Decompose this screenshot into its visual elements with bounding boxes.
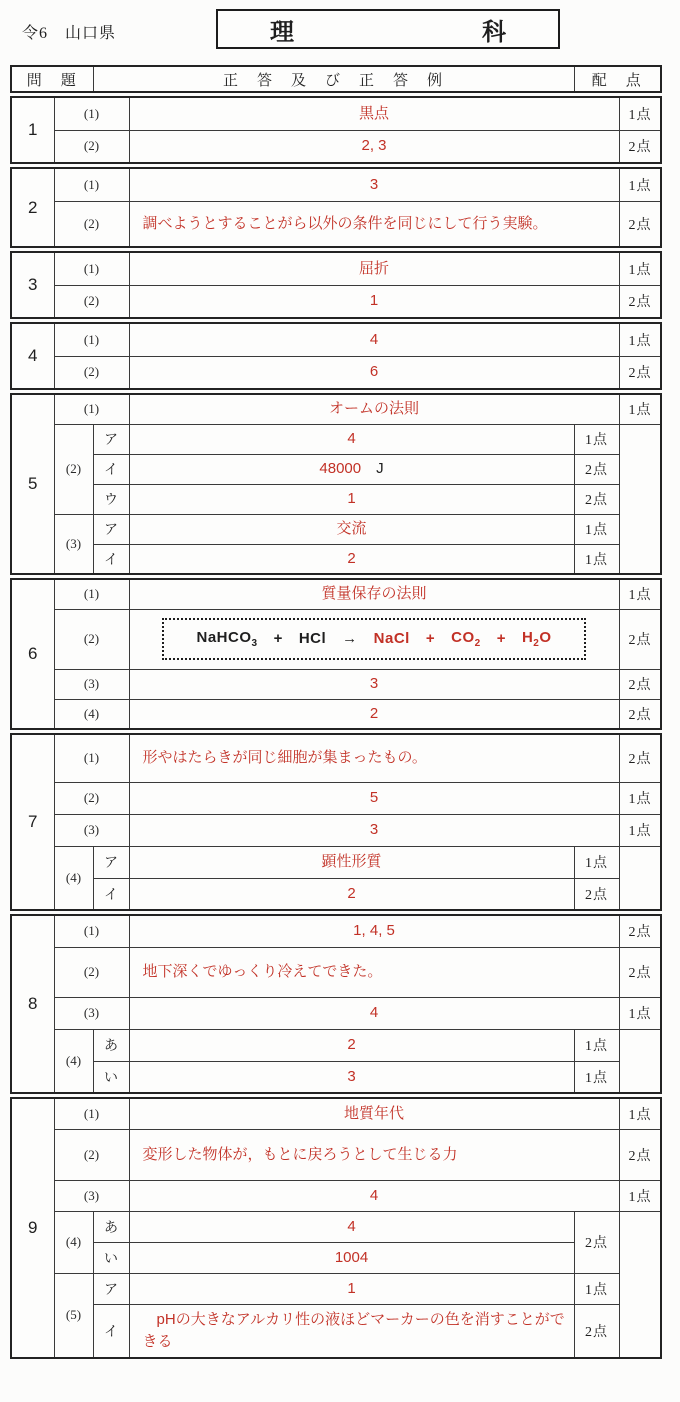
answer-cell: 交流	[129, 514, 574, 544]
table-row	[11, 323, 661, 356]
sub-question-cell: (1)	[54, 168, 129, 201]
column-header-question: 問 題	[11, 66, 93, 92]
table-row	[11, 1129, 661, 1180]
sections-host	[10, 96, 664, 1359]
table-row	[11, 846, 661, 878]
points-cell: 2点	[619, 130, 661, 163]
answer-cell: 2	[129, 544, 574, 574]
points-cell: 2点	[619, 734, 661, 782]
table-row	[11, 544, 661, 574]
sub-question-cell: (2)	[54, 285, 129, 318]
sub-question-cell: (2)	[54, 201, 129, 247]
points-cell: 1点	[619, 323, 661, 356]
equation-term-text: +	[496, 630, 506, 648]
points-cell: 1点	[619, 579, 661, 609]
points-cell: 2点	[619, 201, 661, 247]
equation-term	[497, 628, 506, 650]
equation-subscript: 3	[251, 637, 258, 649]
points-cell: 1点	[619, 97, 661, 130]
table-row	[11, 394, 661, 424]
sub-question-cell: (1)	[54, 734, 129, 782]
answer-section	[10, 578, 662, 730]
column-header-answer: 正 答 及 び 正 答 例	[93, 66, 574, 92]
question-number-cell: 2	[11, 168, 54, 247]
answer-cell: 2	[129, 1029, 574, 1061]
points-cell: 2点	[574, 1304, 619, 1358]
equation-term	[522, 627, 552, 652]
points-cell: 1点	[574, 1029, 619, 1061]
answer-cell: 2	[129, 699, 619, 729]
table-row	[11, 1061, 661, 1093]
sub-item-label-cell: ウ	[93, 484, 129, 514]
answer-section	[10, 167, 662, 248]
table-row	[11, 1098, 661, 1129]
sub-question-cell: (3)	[54, 814, 129, 846]
points-cell: 1点	[574, 544, 619, 574]
question-number-cell: 6	[11, 579, 54, 729]
table-row	[11, 1211, 661, 1242]
sub-item-label-cell: あ	[93, 1211, 129, 1242]
sub-item-label-cell: イ	[93, 454, 129, 484]
equation-subscript: 2	[474, 637, 481, 649]
subject-title-char: 科	[482, 18, 506, 46]
answer-cell: 形やはたらきが同じ細胞が集まったもの。	[129, 734, 619, 782]
answer-cell: 調べようとすることがら以外の条件を同じにして行う実験。	[129, 201, 619, 247]
sub-item-label-cell: い	[93, 1242, 129, 1273]
answer-key-table	[10, 65, 664, 1362]
points-cell: 1点	[574, 846, 619, 878]
points-cell: 2点	[619, 669, 661, 699]
table-row	[11, 514, 661, 544]
sub-question-cell: (2)	[54, 1129, 129, 1180]
sub-item-label-cell: ア	[93, 514, 129, 544]
answer-section	[10, 393, 662, 575]
answer-section	[10, 733, 662, 911]
table-row	[11, 1180, 661, 1211]
table-row	[11, 285, 661, 318]
sub-item-label-cell: あ	[93, 1029, 129, 1061]
sub-item-label-cell: ア	[93, 1273, 129, 1304]
sub-question-cell: (4)	[54, 699, 129, 729]
chemical-equation-box	[162, 618, 586, 660]
sub-question-cell: (1)	[54, 1098, 129, 1129]
table-row	[11, 915, 661, 947]
answer-cell: 顕性形質	[129, 846, 574, 878]
sub-question-cell: (2)	[54, 947, 129, 997]
sub-question-cell: (1)	[54, 323, 129, 356]
sub-item-label-cell: ア	[93, 846, 129, 878]
equation-term-text: →	[342, 630, 358, 648]
table-row	[11, 130, 661, 163]
answer-cell: 変形した物体が，もとに戻ろうとして生じる力	[129, 1129, 619, 1180]
equation-term	[426, 628, 435, 650]
question-number-cell: 9	[11, 1098, 54, 1358]
equation-term-text: +	[273, 630, 283, 648]
answer-cell: 5	[129, 782, 619, 814]
answer-cell	[129, 609, 619, 669]
table-row	[11, 814, 661, 846]
answer-cell: 4	[129, 1211, 574, 1242]
answer-cell: pHの大きなアルカリ性の液ほどマーカーの色を消すことができる	[129, 1304, 574, 1358]
table-row	[11, 484, 661, 514]
equation-term	[299, 628, 326, 650]
sub-question-cell: (1)	[54, 394, 129, 424]
points-cell: 2点	[619, 915, 661, 947]
points-cell: 2点	[619, 1129, 661, 1180]
table-row	[11, 699, 661, 729]
question-number-cell: 1	[11, 97, 54, 163]
table-row	[11, 252, 661, 285]
answers-table-header	[10, 65, 662, 93]
table-row	[11, 734, 661, 782]
answer-cell: 1, 4, 5	[129, 915, 619, 947]
answer-part: J	[376, 460, 384, 478]
sub-item-label-cell: イ	[93, 1304, 129, 1358]
answer-cell: 地質年代	[129, 1098, 619, 1129]
subject-title-char: 理	[270, 18, 294, 46]
equation-term	[196, 627, 257, 652]
points-cell: 1点	[619, 997, 661, 1029]
answer-cell: 2, 3	[129, 130, 619, 163]
answer-cell: 1004	[129, 1242, 574, 1273]
points-cell: 2点	[619, 285, 661, 318]
equation-term-text: CO	[451, 628, 475, 646]
sub-question-cell: (3)	[54, 514, 93, 574]
answer-cell: 2	[129, 878, 574, 910]
sub-question-cell: (1)	[54, 252, 129, 285]
table-row	[11, 1304, 661, 1358]
sub-question-cell: (2)	[54, 424, 93, 514]
table-row	[11, 424, 661, 454]
table-row	[11, 97, 661, 130]
table-row	[11, 1242, 661, 1273]
points-cell: 1点	[619, 782, 661, 814]
points-cell: 1点	[619, 394, 661, 424]
sub-question-cell: (1)	[54, 915, 129, 947]
answer-cell: 質量保存の法則	[129, 579, 619, 609]
answer-cell: 屈折	[129, 252, 619, 285]
points-cell: 2点	[619, 947, 661, 997]
answer-cell: 3	[129, 1061, 574, 1093]
points-cell: 1点	[574, 424, 619, 454]
sub-question-cell: (1)	[54, 579, 129, 609]
equation-term-text: NaHCO	[196, 628, 252, 646]
answer-cell: 6	[129, 356, 619, 389]
table-row	[11, 782, 661, 814]
answer-section	[10, 322, 662, 390]
equation-term-text: H	[521, 628, 534, 646]
points-cell: 2点	[574, 484, 619, 514]
sub-question-cell: (2)	[54, 356, 129, 389]
sub-item-label-cell: ア	[93, 424, 129, 454]
answer-section	[10, 251, 662, 319]
sub-question-cell: (1)	[54, 97, 129, 130]
answer-cell: 黒点	[129, 97, 619, 130]
sub-question-cell: (4)	[54, 1029, 93, 1093]
equation-term	[274, 628, 283, 650]
points-cell: 2点	[619, 699, 661, 729]
answer-section	[10, 1097, 662, 1359]
table-row	[11, 1273, 661, 1304]
table-row	[11, 168, 661, 201]
points-cell: 2点	[574, 454, 619, 484]
points-cell: 1点	[619, 252, 661, 285]
answer-cell: 3	[129, 669, 619, 699]
answer-cell: 1	[129, 484, 574, 514]
table-row	[11, 878, 661, 910]
question-number-cell: 3	[11, 252, 54, 318]
answer-cell: 地下深くでゆっくり冷えてできた。	[129, 947, 619, 997]
points-cell: 1点	[619, 814, 661, 846]
sub-question-cell: (3)	[54, 1180, 129, 1211]
sub-question-cell: (2)	[54, 609, 129, 669]
sub-question-cell: (5)	[54, 1273, 93, 1358]
table-row	[11, 356, 661, 389]
sub-question-cell: (3)	[54, 669, 129, 699]
sub-item-label-cell: い	[93, 1061, 129, 1093]
table-row	[11, 1029, 661, 1061]
table-row	[11, 669, 661, 699]
answer-cell: 4	[129, 997, 619, 1029]
question-number-cell: 8	[11, 915, 54, 1093]
equation-term-text: HCl	[298, 630, 327, 648]
subject-title-box	[216, 9, 560, 49]
answer-cell	[129, 454, 574, 484]
sub-question-cell: (2)	[54, 782, 129, 814]
sub-question-cell: (4)	[54, 1211, 93, 1273]
table-row	[11, 201, 661, 247]
points-cell: 1点	[574, 1273, 619, 1304]
points-cell: 1点	[619, 1098, 661, 1129]
equation-term-text: NaCl	[373, 630, 410, 648]
table-row	[11, 997, 661, 1029]
answer-section	[10, 914, 662, 1094]
answer-part: 48000	[319, 460, 362, 478]
answer-cell: 4	[129, 424, 574, 454]
sub-item-label-cell: イ	[93, 878, 129, 910]
equation-term-text: O	[539, 628, 552, 646]
answer-cell: 4	[129, 1180, 619, 1211]
answer-cell: 4	[129, 323, 619, 356]
answer-cell: 3	[129, 814, 619, 846]
sub-item-label-cell: イ	[93, 544, 129, 574]
equation-subscript: 2	[533, 637, 540, 649]
points-cell: 1点	[574, 1061, 619, 1093]
header-row	[11, 66, 661, 92]
equation-term	[374, 628, 410, 650]
question-number-cell: 4	[11, 323, 54, 389]
sub-question-cell: (2)	[54, 130, 129, 163]
points-cell: 2点	[619, 356, 661, 389]
table-row	[11, 454, 661, 484]
table-row	[11, 579, 661, 609]
points-cell: 2点	[574, 878, 619, 910]
points-cell: 1点	[619, 168, 661, 201]
sub-question-cell: (4)	[54, 846, 93, 910]
question-number-cell: 5	[11, 394, 54, 574]
equation-term-text: +	[425, 630, 436, 648]
equation-term	[342, 628, 358, 650]
exam-meta-label: 令6 山口県	[22, 25, 117, 42]
answer-section	[10, 96, 662, 164]
answer-cell: オームの法則	[129, 394, 619, 424]
answer-cell: 1	[129, 285, 619, 318]
table-row	[11, 947, 661, 997]
points-cell: 1点	[574, 514, 619, 544]
answer-cell: 3	[129, 168, 619, 201]
table-row	[11, 609, 661, 669]
points-cell: 2点	[619, 609, 661, 669]
equation-term	[451, 627, 481, 652]
answer-cell: 1	[129, 1273, 574, 1304]
sub-question-cell: (3)	[54, 997, 129, 1029]
question-number-cell: 7	[11, 734, 54, 910]
points-cell: 2点	[574, 1211, 619, 1273]
column-header-points: 配 点	[574, 66, 661, 92]
points-cell: 1点	[619, 1180, 661, 1211]
